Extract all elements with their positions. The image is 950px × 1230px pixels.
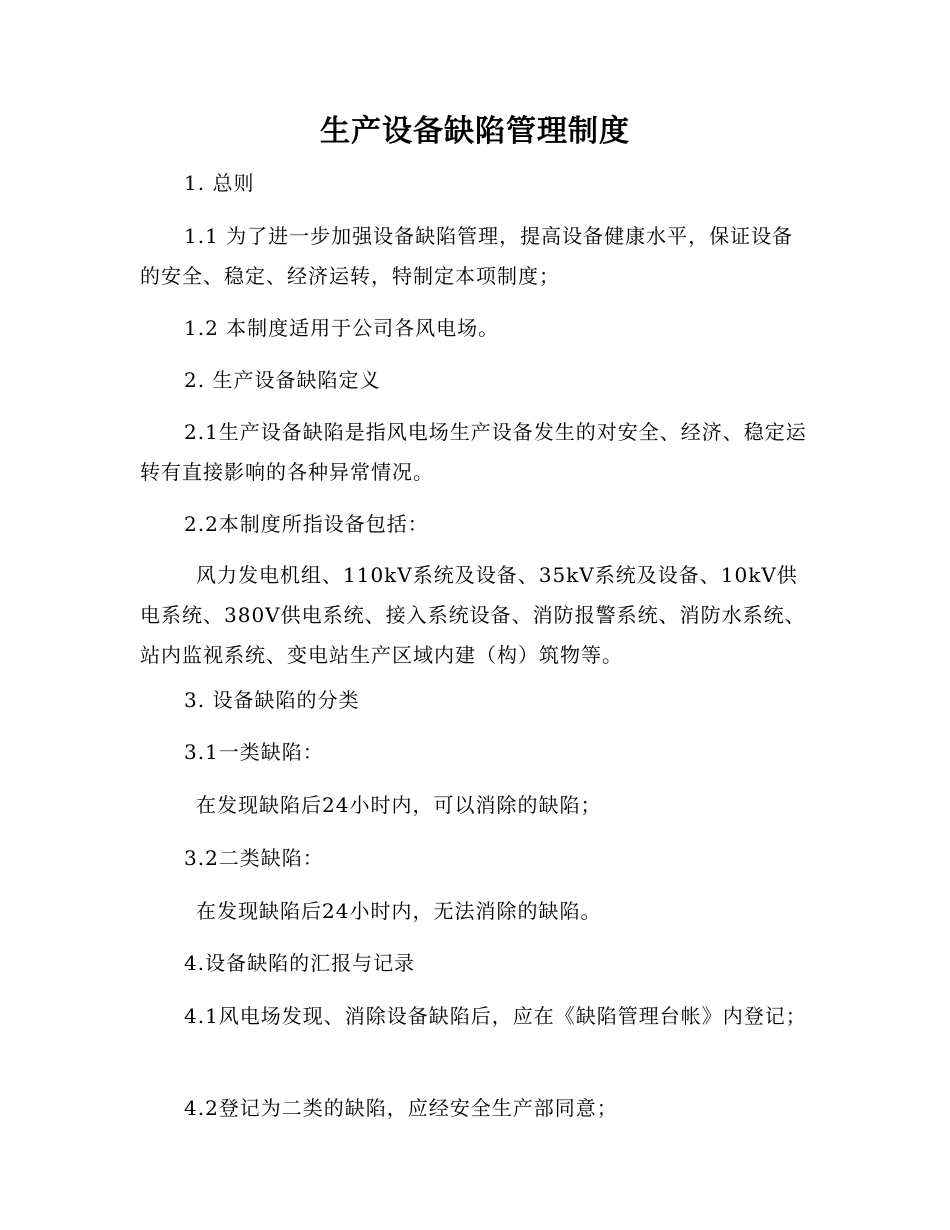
paragraph-2-1: 2.1生产设备缺陷是指风电场生产设备发生的对安全、经济、稳定运转有直接影响的各种异常情况。	[140, 420, 807, 484]
paragraph-equipment-list: 风力发电机组、110kV系统及设备、35kV系统及设备、10kV供电系统、380V供电系统、接入系统设备、消防报警系统、消防水系统、站内监视系统、变电站生产区域内建（构）筑物等。	[140, 563, 806, 667]
paragraph-3-1: 3.1一类缺陷：	[184, 740, 324, 764]
paragraph-2-2: 2.2本制度所指设备包括：	[184, 512, 429, 536]
section-heading-general: 1. 总则	[184, 171, 255, 195]
paragraph-1-1: 1.1 为了进一步加强设备缺陷管理，提高设备健康水平，保证设备的安全、稳定、经济运转，特制定本项制度；	[140, 224, 794, 288]
document-title: 生产设备缺陷管理制度	[320, 114, 630, 149]
paragraph-class-1-desc: 在发现缺陷后24小时内，可以消除的缺陷；	[196, 793, 602, 817]
section-heading-defect-classification: 3. 设备缺陷的分类	[184, 688, 360, 712]
paragraph-4-1: 4.1风电场发现、消除设备缺陷后，应在《缺陷管理台帐》内登记；	[184, 1004, 807, 1028]
paragraph-4-2: 4.2登记为二类的缺陷，应经安全生产部同意；	[184, 1096, 618, 1120]
section-heading-defect-definition: 2. 生产设备缺陷定义	[184, 368, 381, 392]
section-heading-reporting: 4.设备缺陷的汇报与记录	[184, 951, 416, 975]
paragraph-class-2-desc: 在发现缺陷后24小时内，无法消除的缺陷。	[196, 899, 602, 923]
paragraph-3-2: 3.2二类缺陷：	[184, 846, 324, 870]
paragraph-1-2: 1.2 本制度适用于公司各风电场。	[184, 316, 500, 340]
